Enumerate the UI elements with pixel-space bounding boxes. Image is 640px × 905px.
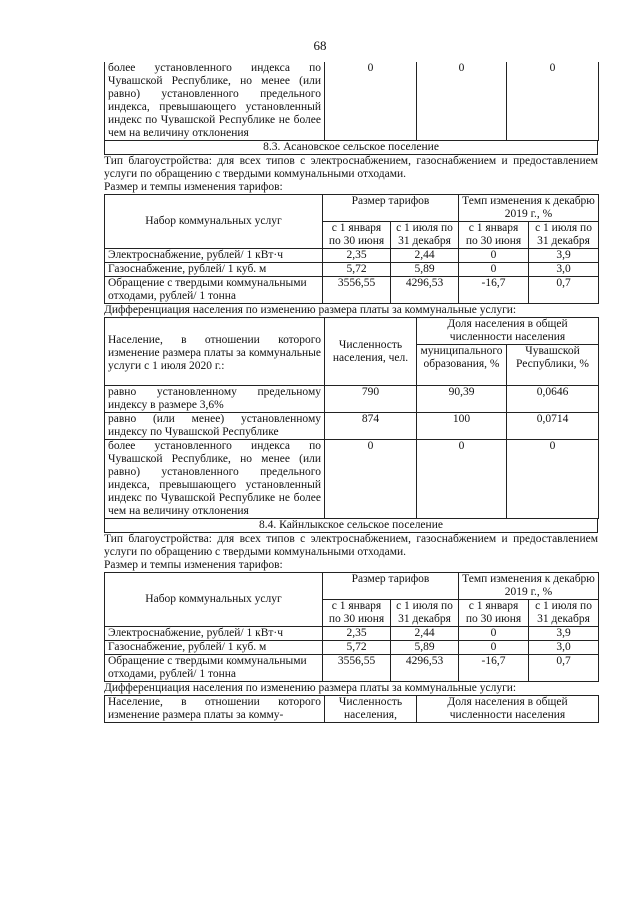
differentiation-table	[104, 695, 599, 723]
diff-row-municipal: 100	[417, 413, 507, 440]
tariff-value: -16,7	[459, 655, 529, 682]
table-row	[105, 440, 599, 519]
tariff-value: 2,35	[323, 249, 391, 263]
tariff-header-services: Набор коммунальных услуг	[105, 573, 323, 627]
diff-row-label: равно (или менее) установленному индексу по Чувашской Республике	[105, 413, 325, 440]
diff-row-republic: 0,0714	[507, 413, 599, 440]
table-row	[105, 263, 599, 277]
tariff-value: 5,89	[391, 641, 459, 655]
tariff-service-name: Обращение с твердыми коммунальными отходами, рублей/ 1 тонна	[105, 655, 323, 682]
section-type-text: Тип благоустройства: для всех типов с электроснабжением, газоснабжением и предоставлением услуги по обращению с твердыми коммунальными отходами.	[104, 155, 598, 180]
tariff-value: 0,7	[529, 655, 599, 682]
table-row	[105, 627, 599, 641]
diff-header-share: Доля населения в общей численности населения	[417, 318, 599, 345]
tariff-value: 3,0	[529, 641, 599, 655]
rates-heading: Размер и темпы изменения тарифов:	[104, 559, 283, 571]
tariff-value: 2,44	[391, 249, 459, 263]
tariff-value: -16,7	[459, 277, 529, 304]
tariff-subheader: с 1 января по 30 июня	[323, 600, 391, 627]
table-row	[105, 641, 599, 655]
tariff-header-size: Размер тарифов	[323, 195, 459, 222]
tariff-service-name: Электроснабжение, рублей/ 1 кВт·ч	[105, 627, 323, 641]
tariff-subheader: с 1 января по 30 июня	[459, 600, 529, 627]
section-type-text: Тип благоустройства: для всех типов с электроснабжением, газоснабжением и предоставлением услуги по обращению с твердыми коммунальными отходами.	[104, 533, 598, 558]
tariff-value: 0	[459, 249, 529, 263]
tariff-value: 5,89	[391, 263, 459, 277]
tariff-subheader: с 1 июля по 31 декабря	[529, 600, 599, 627]
tariff-value: 3,9	[529, 249, 599, 263]
diff-row-republic: 0,0646	[507, 386, 599, 413]
tariff-subheader: с 1 июля по 31 декабря	[391, 222, 459, 249]
tariff-value: 4296,53	[391, 655, 459, 682]
tariff-header-services: Набор коммунальных услуг	[105, 195, 323, 249]
tariff-subheader: с 1 июля по 31 декабря	[529, 222, 599, 249]
cont-row-rep: 0	[507, 62, 599, 141]
tariff-value: 3556,55	[323, 655, 391, 682]
tariff-service-name: Электроснабжение, рублей/ 1 кВт·ч	[105, 249, 323, 263]
tariff-service-name: Обращение с твердыми коммунальными отходами, рублей/ 1 тонна	[105, 277, 323, 304]
diff-row-municipal: 0	[417, 440, 507, 519]
tariff-header-rate: Темп изменения к декабрю 2019 г., %	[459, 195, 599, 222]
tariff-value: 3556,55	[323, 277, 391, 304]
tariff-header-size: Размер тарифов	[323, 573, 459, 600]
table-row	[105, 386, 599, 413]
tariff-subheader: с 1 июля по 31 декабря	[391, 600, 459, 627]
table-row	[105, 277, 599, 304]
tariff-value: 5,72	[323, 641, 391, 655]
tariff-value: 0,7	[529, 277, 599, 304]
tariff-value: 2,35	[323, 627, 391, 641]
tariff-subheader: с 1 января по 30 июня	[323, 222, 391, 249]
differentiation-heading: Дифференциация населения по изменению размера платы за коммунальные услуги:	[104, 682, 517, 694]
tariff-service-name: Газоснабжение, рублей/ 1 куб. м	[105, 263, 323, 277]
continuation-table	[104, 62, 599, 141]
diff-row-count: 790	[325, 386, 417, 413]
diff-row-municipal: 90,39	[417, 386, 507, 413]
tariff-value: 2,44	[391, 627, 459, 641]
tariff-value: 0	[459, 627, 529, 641]
cont-row-desc: более установленного индекса по Чувашской Республике, но менее (или равно) установленного предельного индекса, превышающего установленный индекс по Чувашской Республике не более чем на величину отклонения	[105, 62, 325, 141]
diff-header-count: Численность населения,	[325, 696, 417, 723]
table-row	[105, 249, 599, 263]
differentiation-heading: Дифференциация населения по изменению размера платы за коммунальные услуги:	[104, 304, 517, 316]
diff-header-population: Население, в отношении которого изменение размера платы за коммунальные услуги с 1 июля 2020 г.:	[105, 318, 325, 386]
differentiation-table	[104, 317, 599, 519]
table-row	[105, 655, 599, 682]
tariff-value: 0	[459, 263, 529, 277]
diff-header-republic: Чувашской Республики, %	[507, 345, 599, 386]
diff-header-count: Численность населения, чел.	[325, 318, 417, 386]
diff-header-population: Население, в отношении которого изменение размера платы за комму-	[105, 696, 325, 723]
tariff-header-rate: Темп изменения к декабрю 2019 г., %	[459, 573, 599, 600]
diff-row-count: 0	[325, 440, 417, 519]
diff-row-label: равно установленному предельному индексу в размере 3,6%	[105, 386, 325, 413]
tariff-value: 3,0	[529, 263, 599, 277]
document-body	[104, 62, 598, 723]
tariff-table	[104, 572, 599, 682]
table-row	[105, 413, 599, 440]
page-number: 68	[313, 38, 327, 53]
section-title-asanovskoe: 8.3. Асановское сельское поселение	[104, 141, 598, 154]
diff-row-label: более установленного индекса по Чувашской Республике, но менее (или равно) установленного предельного индекса, превышающего установленный индекс по Чувашской Республике не более чем на величину отклонения	[105, 440, 325, 519]
diff-header-share: Доля населения в общей численности населения	[417, 696, 599, 723]
section-title-kaynlykskoe: 8.4. Кайнлыкское сельское поселение	[104, 519, 598, 532]
tariff-table	[104, 194, 599, 304]
tariff-value: 0	[459, 641, 529, 655]
rates-heading: Размер и темпы изменения тарифов:	[104, 181, 283, 193]
tariff-subheader: с 1 января по 30 июня	[459, 222, 529, 249]
cont-row-num: 0	[325, 62, 417, 141]
tariff-value: 3,9	[529, 627, 599, 641]
diff-row-count: 874	[325, 413, 417, 440]
tariff-value: 4296,53	[391, 277, 459, 304]
cont-row-mun: 0	[417, 62, 507, 141]
diff-row-republic: 0	[507, 440, 599, 519]
diff-header-municipal: муниципального образования, %	[417, 345, 507, 386]
tariff-service-name: Газоснабжение, рублей/ 1 куб. м	[105, 641, 323, 655]
tariff-value: 5,72	[323, 263, 391, 277]
